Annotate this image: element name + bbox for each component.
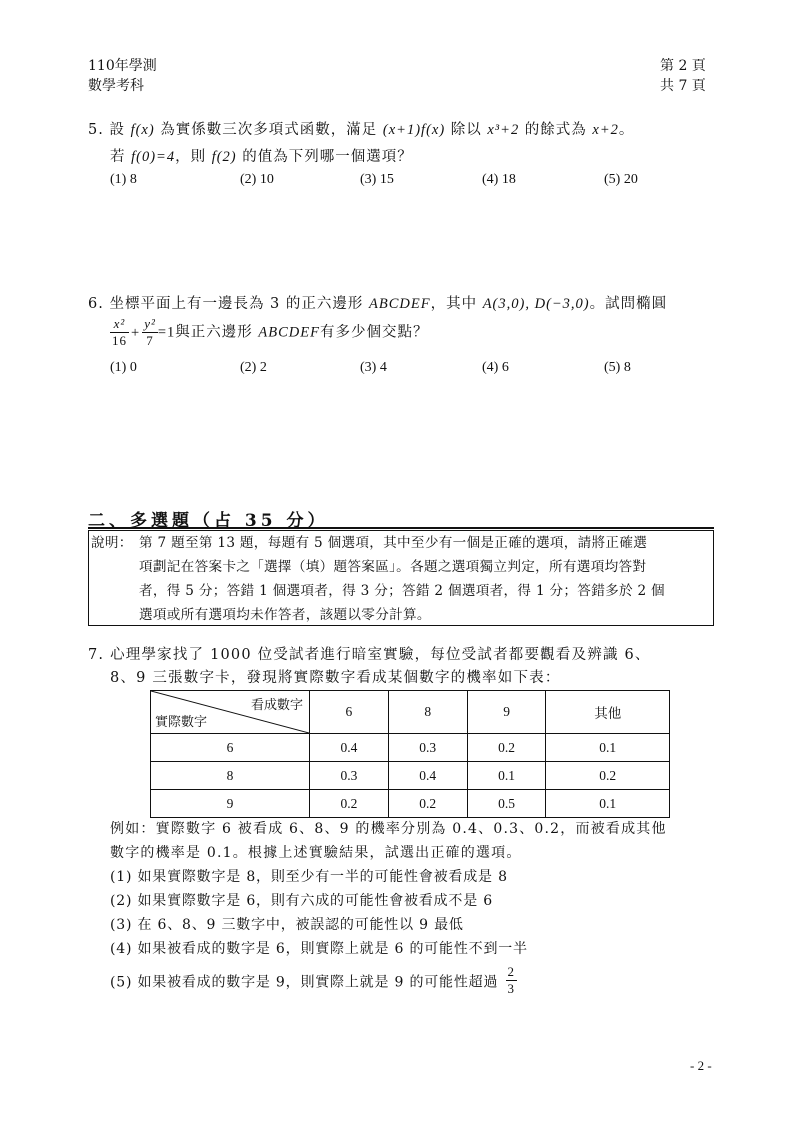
table-cell: 0.2 — [388, 790, 467, 818]
question-number: 7. — [88, 647, 105, 663]
table-cell: 0.2 — [546, 762, 670, 790]
option-5[interactable]: (5) 20 — [604, 172, 638, 187]
table-cell: 0.2 — [310, 790, 389, 818]
option-5[interactable]: (5) 8 — [604, 360, 631, 375]
table-row — [151, 762, 670, 790]
table-cell: 0.4 — [388, 762, 467, 790]
subject-title: 數學考科 — [88, 78, 144, 94]
instructions-box — [88, 530, 714, 626]
question-7-line2: 8、9 三張數字卡，發現將實際數字看成某個數字的機率如下表： — [110, 670, 561, 686]
question-6-line2: $\frac{\text{x²}}{16}$ + $\frac{\text{y²}}{7}$ =1與正六邊形 ABCDEF有多少個交點？ — [112, 316, 429, 348]
option-4[interactable]: (4) 18 — [482, 172, 516, 187]
note-label: 說明： — [91, 535, 133, 551]
option-1[interactable]: (1) 0 — [110, 360, 137, 375]
table-cell: 0.5 — [467, 790, 546, 818]
row-label: 8 — [151, 762, 310, 790]
q7-option-1[interactable]: (1) 如果實際數字是 8，則至少有一半的可能性會被看成是 8 — [110, 869, 508, 885]
note-line: 項劃記在答案卡之「選擇（填）題答案區」。各題之選項獨立判定，所有選項均答對 — [139, 559, 647, 575]
column-header: 6 — [310, 691, 389, 734]
option-2[interactable]: (2) 10 — [240, 172, 274, 187]
section-title: 二、多選題（占 35 分） — [88, 511, 329, 531]
table-cell: 0.1 — [546, 734, 670, 762]
fraction-y2-7: $\frac{\text{y²}}{7}$ — [144, 316, 156, 348]
q7-option-3[interactable]: (3) 在 6、8、9 三數字中，被誤認的可能性以 9 最低 — [110, 917, 464, 933]
q7-option-4[interactable]: (4) 如果被看成的數字是 6，則實際上就是 6 的可能性不到一半 — [110, 941, 528, 957]
column-header: 9 — [467, 691, 546, 734]
question-number: 5. — [88, 122, 104, 138]
question-7-line1: 7. 心理學家找了 1000 位受試者進行暗室實驗，每位受試者都要觀看及辨識 6、 — [88, 647, 651, 663]
question-5-line1: 5. 設 f(x) 為實係數三次多項式函數，滿足 (x+1)f(x) 除以 x³+2 的餘式為 x+2。 — [88, 122, 635, 138]
table-cell: 0.3 — [310, 762, 389, 790]
table-cell: 0.1 — [467, 762, 546, 790]
option-2[interactable]: (2) 2 — [240, 360, 267, 375]
table-cell: 0.1 — [546, 790, 670, 818]
option-3[interactable]: (3) 4 — [360, 360, 387, 375]
page-footer: - 2 - — [690, 1058, 712, 1073]
question-5-line2: 若 f(0)=4，則 f(2) 的值為下列哪一個選項？ — [110, 149, 413, 165]
table-cell: 0.3 — [388, 734, 467, 762]
example-line1: 例如：實際數字 6 被看成 6、8、9 的機率分別為 0.4、0.3、0.2，而被看成其他 — [110, 821, 667, 837]
question-number: 6. — [88, 296, 104, 312]
option-1[interactable]: (1) 8 — [110, 172, 137, 187]
example-line2: 數字的機率是 0.1。根據上述實驗結果，試選出正確的選項。 — [110, 845, 522, 861]
q7-option-2[interactable]: (2) 如果實際數字是 6，則有六成的可能性會被看成不是 6 — [110, 893, 493, 909]
column-header: 8 — [388, 691, 467, 734]
note-line: 者，得 5 分；答錯 1 個選項者，得 3 分；答錯 2 個選項者，得 1 分；答錯多於 2 個 — [139, 583, 665, 599]
note-line: 選項或所有選項均未作答者，該題以零分計算。 — [139, 607, 431, 623]
fraction-2-3: $\frac{2}{3}$ — [507, 964, 515, 996]
section-divider — [88, 527, 714, 529]
table-row — [151, 734, 670, 762]
option-3[interactable]: (3) 15 — [360, 172, 394, 187]
row-label: 9 — [151, 790, 310, 818]
fraction-x2-16: $\frac{\text{x²}}{16}$ — [112, 316, 127, 348]
q7-option-5[interactable]: (5) 如果被看成的數字是 9，則實際上就是 9 的可能性超過 $\frac{2}{3}$ — [110, 964, 515, 996]
note-line: 第 7 題至第 13 題，每題有 5 個選項，其中至少有一個是正確的選項，請將正確選 — [139, 535, 648, 551]
question-6-line1: 6. 坐標平面上有一邊長為 3 的正六邊形 ABCDEF，其中 A(3,0), D(−3,0)。試問橢圓 — [88, 296, 668, 312]
table-cell: 0.2 — [467, 734, 546, 762]
probability-table — [150, 690, 670, 818]
page-number-label: 第 2 頁 — [660, 58, 706, 74]
total-pages-label: 共 7 頁 — [660, 78, 706, 94]
table-cell: 0.4 — [310, 734, 389, 762]
exam-title: 110年學測 — [88, 58, 157, 74]
table-row — [151, 790, 670, 818]
row-label: 6 — [151, 734, 310, 762]
option-4[interactable]: (4) 6 — [482, 360, 509, 375]
table-corner-cell: 看成數字 實際數字 — [151, 691, 310, 734]
table-header-row — [151, 691, 670, 734]
column-header: 其他 — [546, 691, 670, 734]
